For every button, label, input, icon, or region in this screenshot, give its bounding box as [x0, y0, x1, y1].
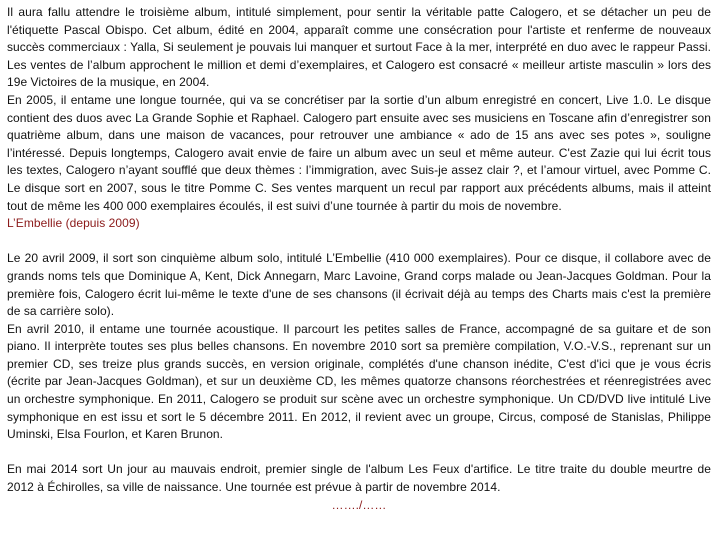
section-heading-embellie [7, 215, 711, 233]
paragraph-2010-tour: En avril 2010, il entame une tournée acoustique. Il parcourt les petites salles de France, accompagné de sa guitare et de son piano. Il interprète toutes ses plus belles chansons. En novembre 2010 sort sa première compilation, V.O.-V.S., reprenant sur un premier CD, ses treize plus grands succès, en version originale, complétés d'une chanson inédite, C'est d'ici que je vous écris (écrite par Jean-Jacques Goldman), et sur un deuxième CD, les mêmes quatorze chansons réorchestrées et réenregistrées avec un orchestre symphonique. En 2011, Calogero se produit sur scène avec un orchestre symphonique. Un CD/DVD live intitulé Live symphonique en est issu et sort le 5 décembre 2011. En 2012, il revient avec un groupe, Circus, composé de Stanislas, Philippe Uminski, Elsa Fourlon, et Karen Brunon. [7, 321, 711, 442]
document-body [7, 4, 711, 514]
paragraph-third-album: Il aura fallu attendre le troisième album, intitulé simplement, pour sentir la véritable patte Calogero, et se détacher un peu de l'étiquette Pascal Obispo. Cet album, édité en 2004, apparaît comme une consécration pour l'artiste et renferme de nouveaux succès commerciaux : Yalla, Si seulement je pouvais lui manquer et surtout Face à la mer, interprété en duo avec le rappeur Passi. Les ventes de l’album approchent le million et demi d’exemplaires, et Calogero est consacré « meilleur artiste masculin » lors des 19e Victoires de la musique, en 2004. [7, 5, 711, 90]
paragraph-2014-single: En mai 2014 sort Un jour au mauvais endroit, premier single de l'album Les Feux d'artifice. Le titre traite du double meurtre de 2012 à Échirolles, sa ville de naissance. Une tournée est prévue à partir de novembre 2014. [7, 462, 711, 495]
section-heading-subtitle: (depuis 2009) [65, 216, 140, 231]
paragraph-gap [7, 444, 711, 462]
section-heading-title: L’Embellie [7, 216, 63, 231]
paragraph-2005-tour: En 2005, il entame une longue tournée, qui va se concrétiser par la sortie d’un album enregistré en concert, Live 1.0. Le disque contient des duos avec La Grande Sophie et Raphael. Calogero part ensuite avec ses musiciens en Toscane afin d’enregistrer son quatrième album, dans une maison de vacances, pour retrouver une ambiance « ado de 15 ans avec ses potes », souligne l’intéressé. Depuis longtemps, Calogero avait envie de faire un album avec un seul et même auteur. C'est Zazie qui lui écrit tous les textes, Calogero n’ayant soufflé que deux thèmes : l’immigration, avec Suis-je assez clair ?, et l’amour virtuel, avec Pomme C. Le disque sort en 2007, sous le titre Pomme C. Ses ventes marquent un recul par rapport aux précédents albums, mais il atteint tout de même les 400 000 exemplaires écoulés, il est suivi d’une tournée à partir du mois de novembre. [7, 92, 711, 213]
paragraph-gap [7, 233, 711, 251]
paragraph-2009-album: Le 20 avril 2009, il sort son cinquième album solo, intitulé L’Embellie (410 000 exemplaires). Pour ce disque, il collabore avec de grands noms tels que Dominique A, Kent, Dick Annegarn, Marc Lavoine, Grand corps malade ou Jean-Jacques Goldman. Pour la première fois, Calogero écrit lui-même le texte d'une de ses chansons (il écrivait déjà au temps des Charts mais c'est la première de sa carrière solo). [7, 251, 711, 319]
continuation-mark: ……./…… [331, 497, 387, 512]
